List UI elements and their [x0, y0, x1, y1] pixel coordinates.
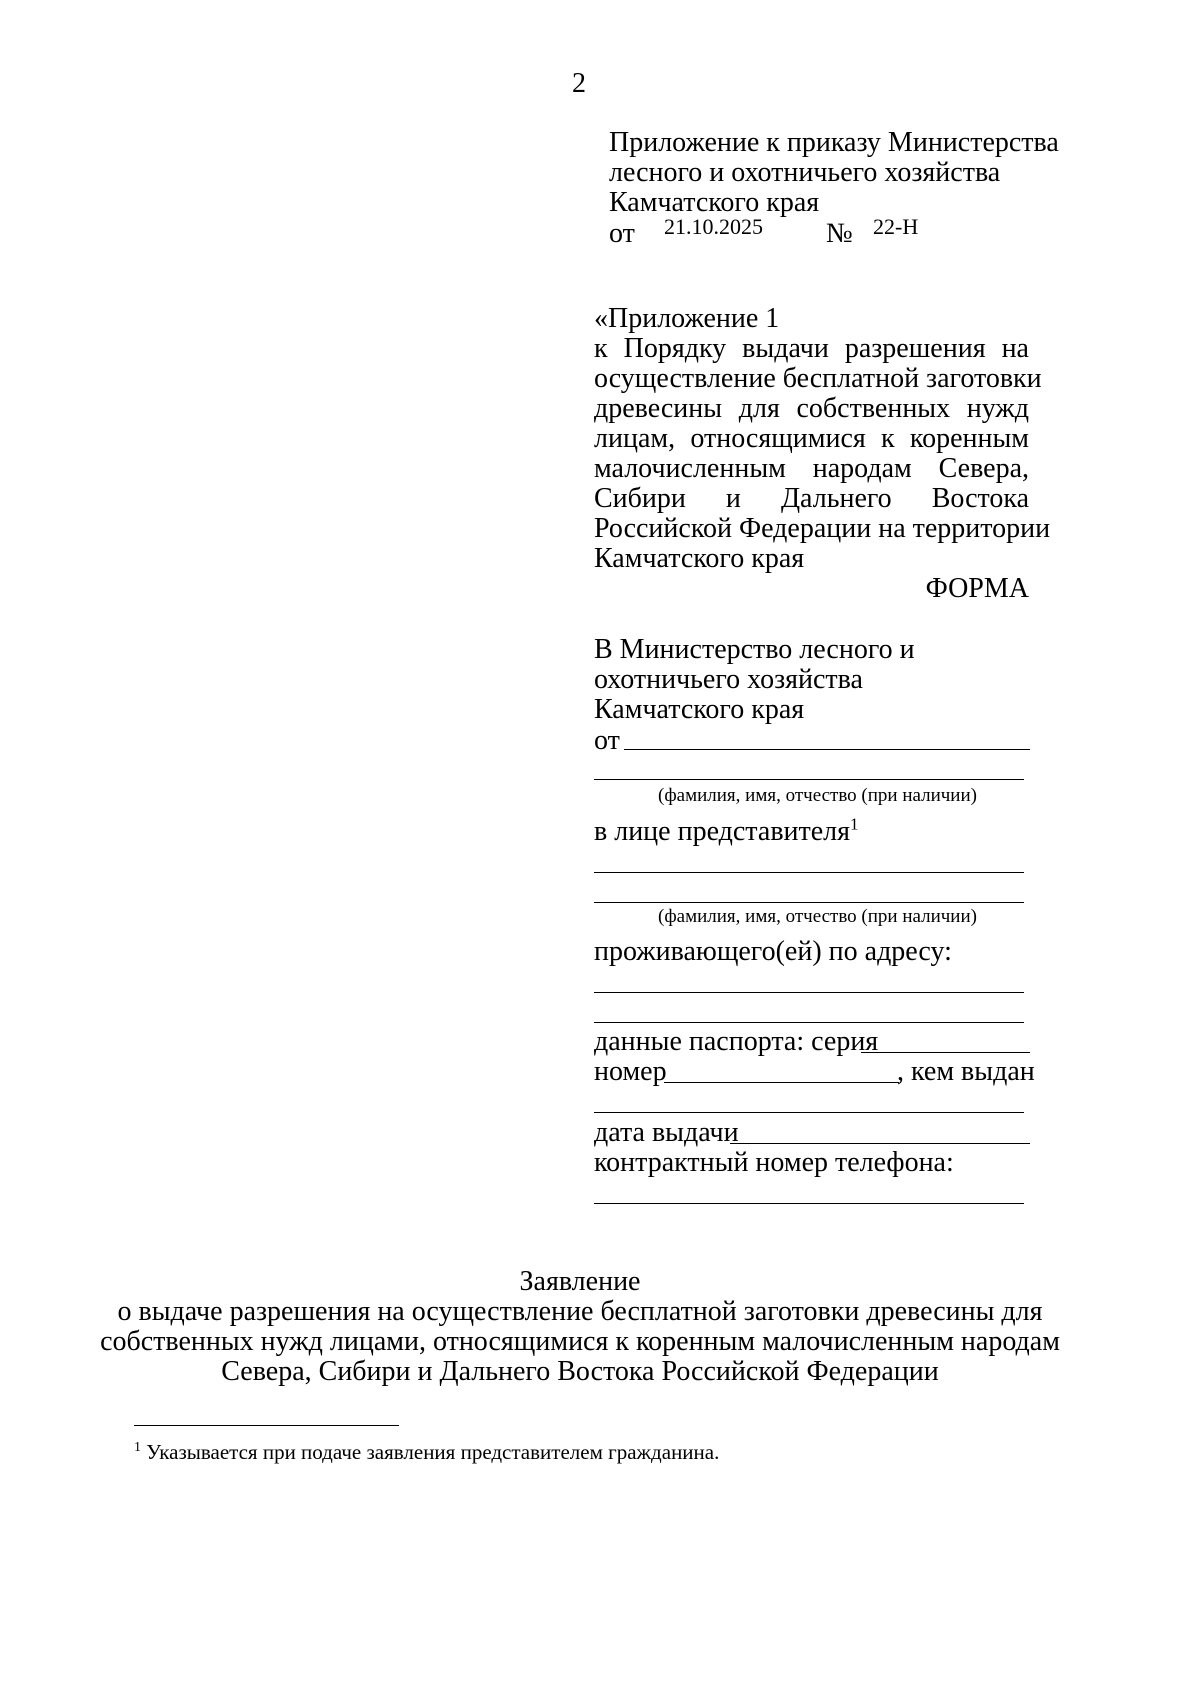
appendix-line-2: к Порядку выдачи разрешения на — [594, 333, 1029, 364]
issue-date-label: дата выдачи — [594, 1117, 739, 1148]
passport-series-line[interactable] — [861, 1052, 1030, 1053]
address-label: проживающего(ей) по адресу: — [594, 936, 952, 967]
statement-block — [100, 1266, 1060, 1386]
representative-label: в лице представителя — [594, 816, 851, 847]
header-line-3: Камчатского края — [609, 187, 820, 218]
statement-line-3: Севера, Сибири и Дальнего Востока Российской Федерации — [221, 1356, 939, 1387]
page-number: 2 — [572, 68, 586, 99]
appendix-line-9: Камчатского края — [594, 543, 805, 574]
footnote — [134, 1440, 719, 1464]
date-prefix: от — [609, 218, 635, 249]
addressee-line-3: Камчатского края — [594, 694, 805, 725]
appendix-line-8: Российской Федерации на территории — [594, 513, 1051, 544]
from-label: от — [594, 725, 620, 756]
appendix-line-4: древесины для собственных нужд — [594, 393, 1029, 424]
representative-name-line-2[interactable] — [594, 902, 1024, 903]
header-line-1: Приложение к приказу Министерства — [609, 127, 1059, 158]
issued-by-label: , кем выдан — [897, 1056, 1035, 1087]
issue-date-line[interactable] — [730, 1143, 1030, 1144]
header-line-2: лесного и охотничьего хозяйства — [609, 157, 1001, 188]
appendix-line-7: Сибири и Дальнего Востока — [594, 483, 1029, 514]
number-prefix: № — [826, 218, 853, 249]
applicant-name-caption: (фамилия, имя, отчество (при наличии) — [658, 785, 977, 806]
appendix-line-3: осуществление бесплатной заготовки — [594, 363, 1042, 394]
appendix-line-6: малочисленным народам Севера, — [594, 453, 1029, 484]
passport-series-label: данные паспорта: серия — [594, 1026, 879, 1057]
footnote-reference: 1 — [850, 814, 859, 834]
phone-label: контрактный номер телефона: — [594, 1147, 954, 1178]
statement-line-1: о выдаче разрешения на осуществление бесплатной заготовки древесины для — [117, 1296, 1043, 1327]
appendix-block — [594, 303, 1051, 604]
footnote-separator — [134, 1425, 399, 1426]
passport-number-line[interactable] — [664, 1082, 899, 1083]
footnote-mark: 1 — [134, 1440, 141, 1455]
addressee-line-2: охотничьего хозяйства — [594, 664, 863, 695]
appendix-line-1: «Приложение 1 — [594, 303, 780, 334]
address-line-2[interactable] — [594, 1022, 1024, 1023]
passport-number-label: номер — [594, 1056, 667, 1087]
form-label: ФОРМА — [925, 573, 1029, 604]
issued-by-line[interactable] — [594, 1112, 1024, 1113]
applicant-name-line-2[interactable] — [594, 779, 1024, 780]
applicant-name-line-1[interactable] — [624, 749, 1030, 750]
phone-line[interactable] — [594, 1203, 1024, 1204]
order-number: 22-Н — [873, 214, 919, 239]
statement-line-2: собственных нужд лицами, относящимися к коренным малочисленным народам — [100, 1326, 1060, 1357]
footnote-text: Указывается при подаче заявления представителем гражданина. — [146, 1440, 720, 1464]
representative-label-wrap — [594, 816, 859, 848]
order-date: 21.10.2025 — [664, 214, 763, 239]
statement-title: Заявление — [519, 1266, 641, 1297]
address-line-1[interactable] — [594, 992, 1024, 993]
representative-name-line-1[interactable] — [594, 872, 1024, 873]
representative-name-caption: (фамилия, имя, отчество (при наличии) — [658, 906, 977, 927]
appendix-line-5: лицам, относящимися к коренным — [594, 423, 1029, 454]
addressee-line-1: В Министерство лесного и — [594, 634, 915, 665]
